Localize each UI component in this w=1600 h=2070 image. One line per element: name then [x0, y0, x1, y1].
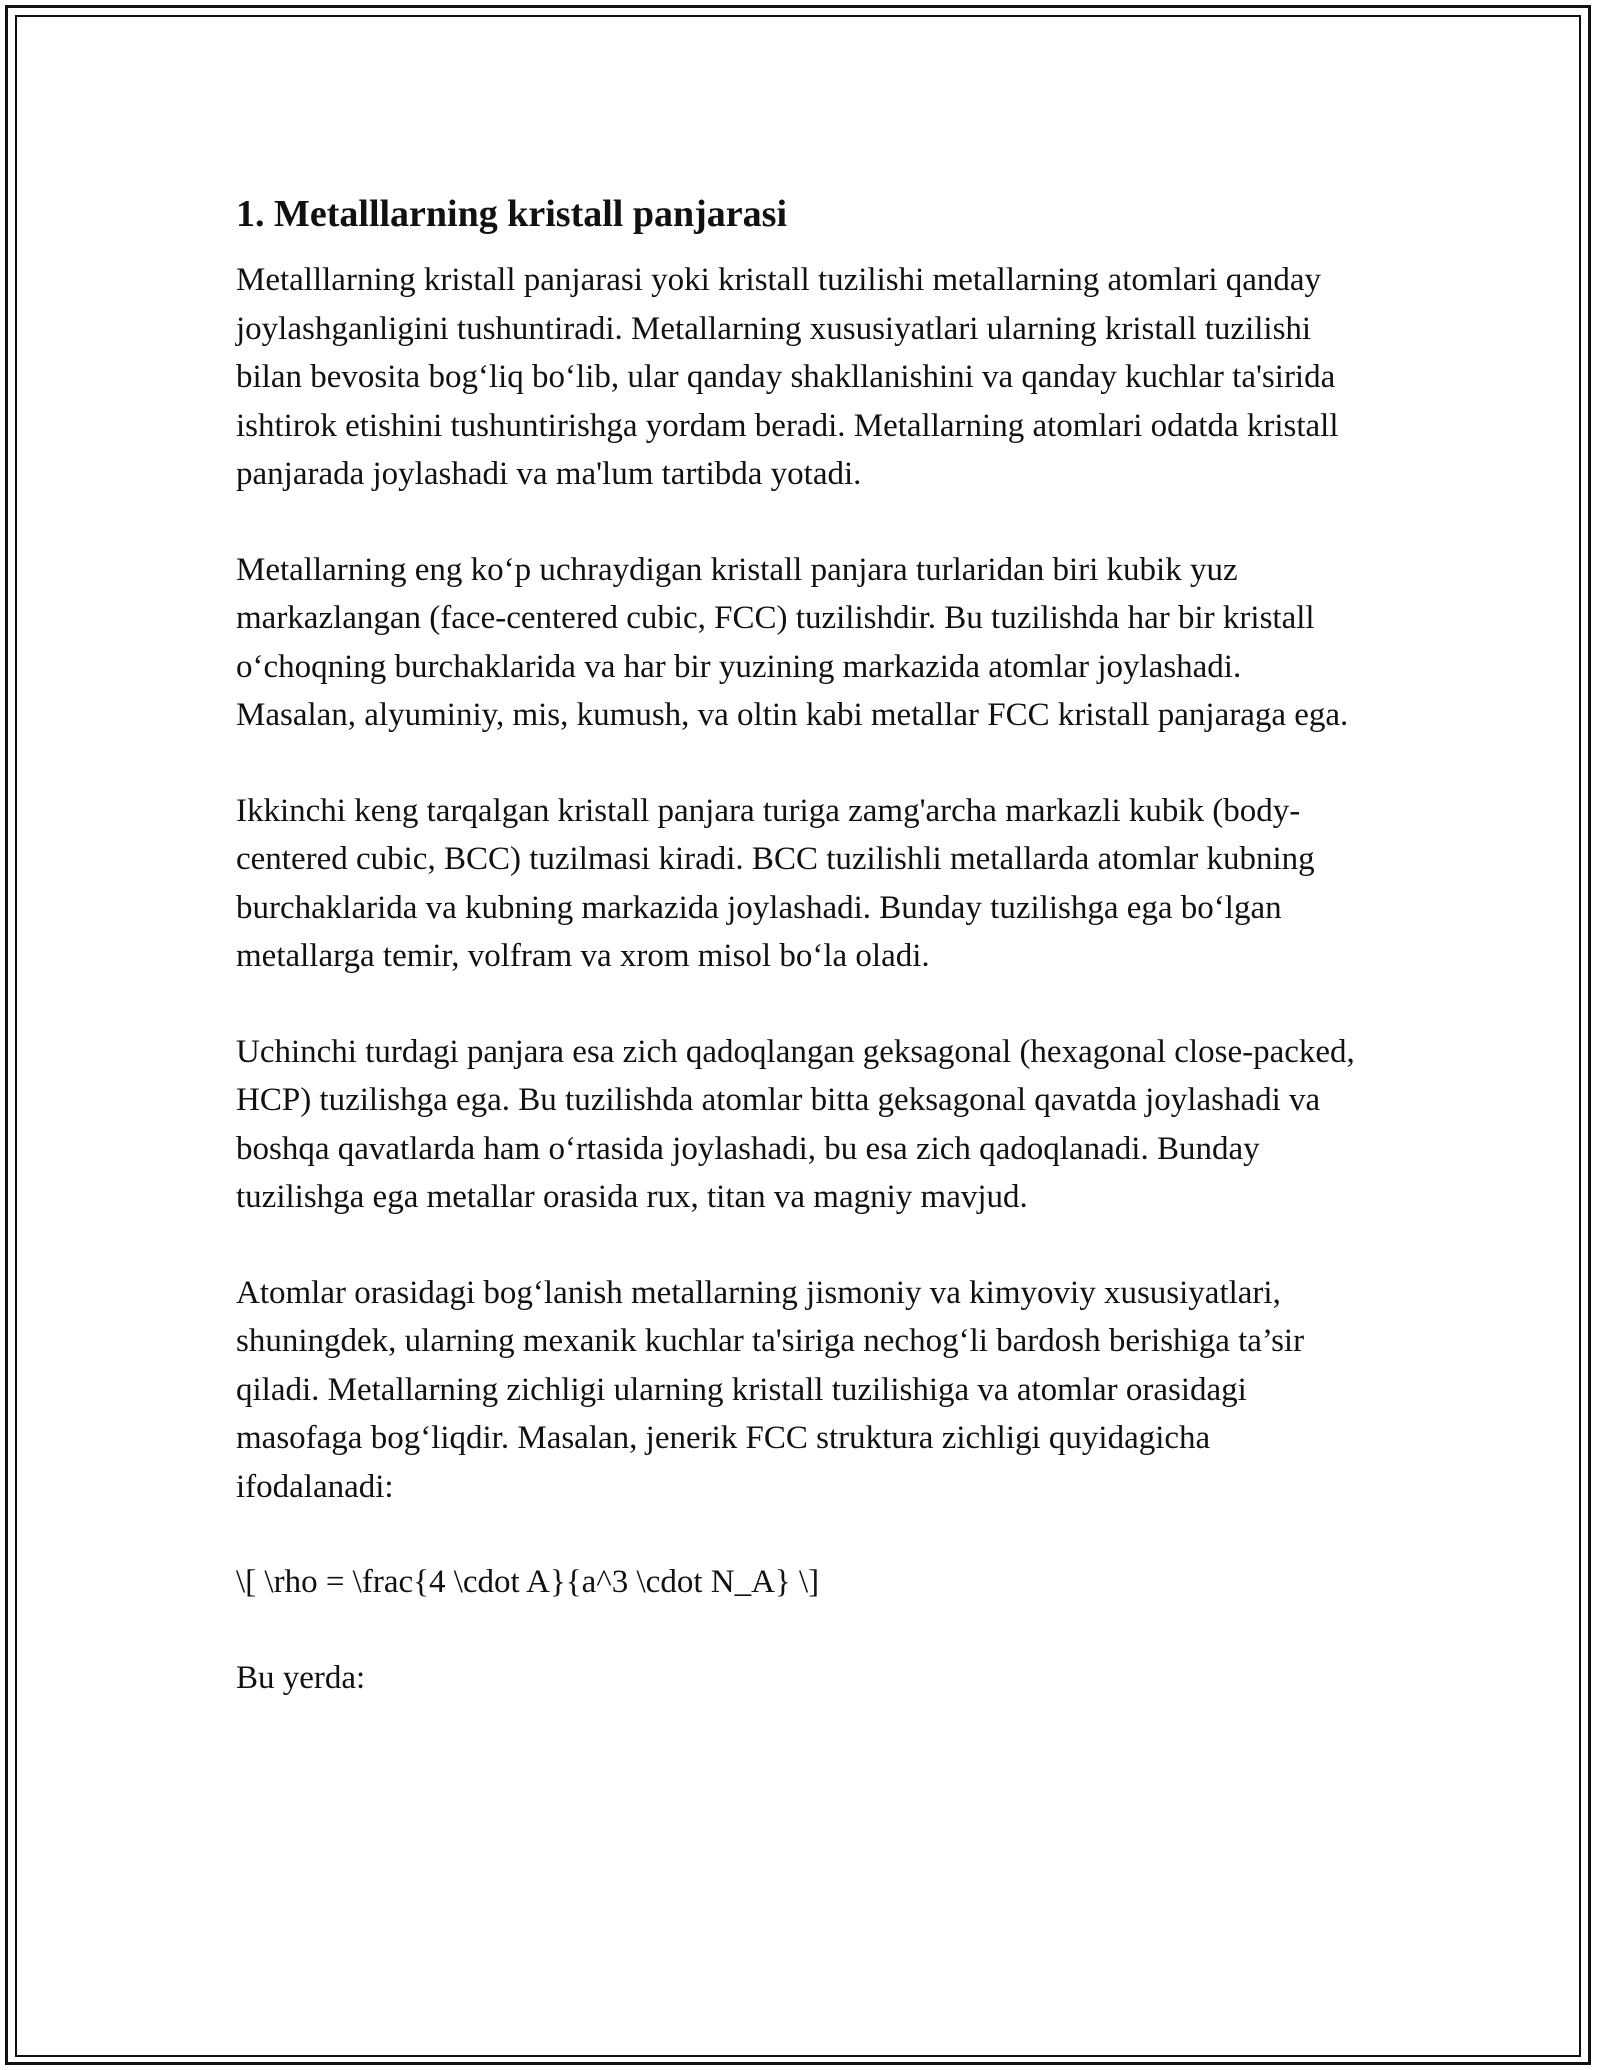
density-formula: \[ \rho = \frac{4 \cdot A}{a^3 \cdot N_A} \] [236, 1564, 820, 1600]
paragraph-intro: Metalllarning kristall panjarasi yoki kristall tuzilishi metallarning atomlari qanday joylashganligini tushuntiradi. Metallarning xususiyatlari ularning kristall tuzilishi bilan bevosita bog‘liq bo‘lib, ular qanday shakllanishini va qanday kuchlar ta'sirida ishtirok etishini tushuntirishga yordam beradi. Metallarning atomlari odatda kristall panjarada joylashadi va ma'lum tartibda yotadi. [236, 262, 1339, 492]
section-heading: 1. Metalllarning kristall panjarasi [236, 193, 787, 235]
document-body [236, 186, 1366, 1702]
paragraph-hcp: Uchinchi turdagi panjara esa zich qadoqlangan geksagonal (hexagonal close-packed, HCP) tuzilishga ega. Bu tuzilishda atomlar bitta geksagonal qavatda joylashadi va boshqa qavatlarda ham o‘rtasida joylashadi, bu esa zich qadoqlanadi. Bunday tuzilishga ega metallar orasida rux, titan va magniy mavjud. [236, 1033, 1355, 1215]
formula-note: Bu yerda: [236, 1659, 366, 1696]
paragraph-density: Atomlar orasidagi bog‘lanish metallarning jismoniy va kimyoviy xususiyatlari, shuningdek, ularning mexanik kuchlar ta'siriga nechog‘li bardosh berishiga ta’sir qiladi. Metallarning zichligi ularning kristall tuzilishiga va atomlar orasidagi masofaga bog‘liqdir. Masalan, jenerik FCC struktura zichligi quyidagicha ifodalanadi: [236, 1274, 1305, 1505]
paragraph-bcc: Ikkinchi keng tarqalgan kristall panjara turiga zamg'archa markazli kubik (body-centered cubic, BCC) tuzilmasi kiradi. BCC tuzilishli metallarda atomlar kubning burchaklarida va kubning markazida joylashadi. Bunday tuzilishga ega bo‘lgan metallarga temir, volfram va xrom misol bo‘la oladi. [236, 792, 1315, 974]
paragraph-fcc: Metallarning eng ko‘p uchraydigan kristall panjara turlaridan biri kubik yuz markazlangan (face-centered cubic, FCC) tuzilishdir. Bu tuzilishda har bir kristall o‘choqning burchaklarida va har bir yuzining markazida atomlar joylashadi. Masalan, alyuminiy, mis, kumush, va oltin kabi metallar FCC kristall panjaraga ega. [236, 551, 1349, 733]
